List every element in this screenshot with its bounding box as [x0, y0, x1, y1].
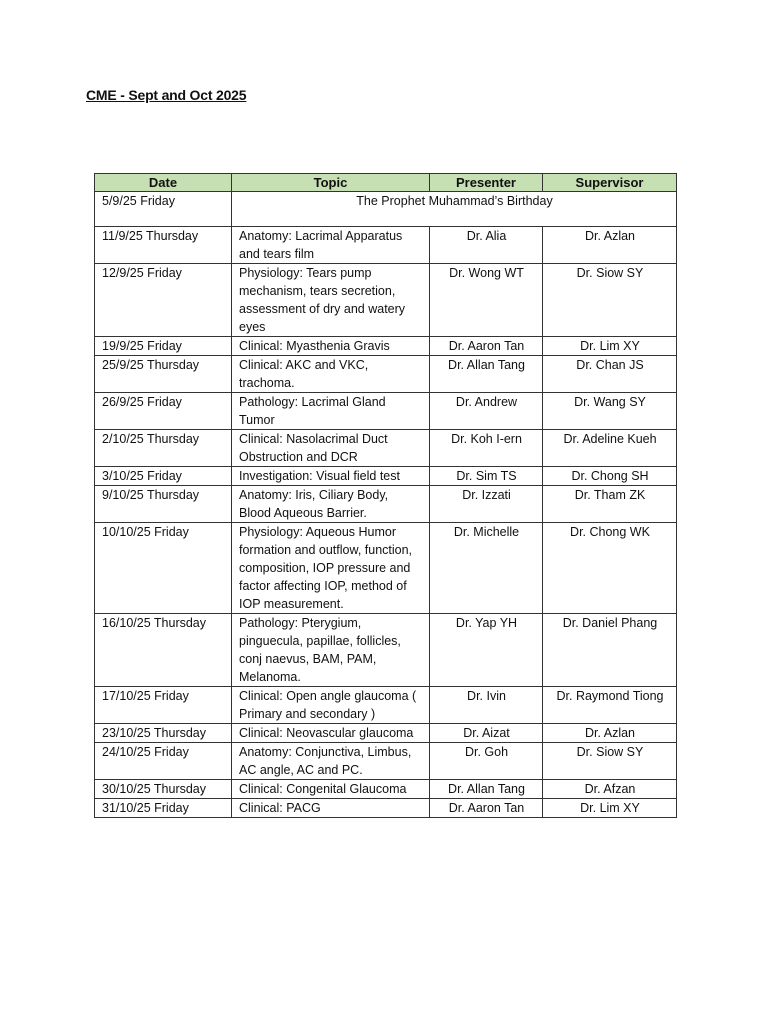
page-title: CME - Sept and Oct 2025 — [86, 87, 247, 103]
supervisor-cell: Dr. Adeline Kueh — [543, 430, 677, 467]
table-row — [95, 393, 677, 430]
topic-cell: Investigation: Visual field test — [232, 467, 430, 486]
table-row — [95, 337, 677, 356]
date-cell: 3/10/25 Friday — [95, 467, 232, 486]
topic-cell: Pathology: Lacrimal Gland Tumor — [232, 393, 430, 430]
date-cell: 26/9/25 Friday — [95, 393, 232, 430]
header-topic: Topic — [232, 174, 430, 192]
supervisor-cell: Dr. Azlan — [543, 227, 677, 264]
holiday-note: The Prophet Muhammad’s Birthday — [232, 192, 677, 227]
topic-cell: Clinical: Neovascular glaucoma — [232, 724, 430, 743]
presenter-cell: Dr. Koh I-ern — [430, 430, 543, 467]
presenter-cell: Dr. Aizat — [430, 724, 543, 743]
presenter-cell: Dr. Michelle — [430, 523, 543, 614]
supervisor-cell: Dr. Lim XY — [543, 337, 677, 356]
date-cell: 9/10/25 Thursday — [95, 486, 232, 523]
supervisor-cell: Dr. Lim XY — [543, 799, 677, 818]
date-cell: 10/10/25 Friday — [95, 523, 232, 614]
presenter-cell: Dr. Aaron Tan — [430, 337, 543, 356]
table-row — [95, 356, 677, 393]
topic-cell: Clinical: Open angle glaucoma ( Primary and secondary ) — [232, 687, 430, 724]
presenter-cell: Dr. Wong WT — [430, 264, 543, 337]
header-supervisor: Supervisor — [543, 174, 677, 192]
table-header-row — [95, 174, 677, 192]
supervisor-cell: Dr. Azlan — [543, 724, 677, 743]
supervisor-cell: Dr. Afzan — [543, 780, 677, 799]
topic-cell: Clinical: Congenital Glaucoma — [232, 780, 430, 799]
topic-cell: Clinical: AKC and VKC, trachoma. — [232, 356, 430, 393]
topic-cell: Physiology: Tears pump mechanism, tears secretion, assessment of dry and watery eyes — [232, 264, 430, 337]
presenter-cell: Dr. Sim TS — [430, 467, 543, 486]
supervisor-cell: Dr. Daniel Phang — [543, 614, 677, 687]
topic-cell: Anatomy: Conjunctiva, Limbus, AC angle, AC and PC. — [232, 743, 430, 780]
presenter-cell: Dr. Alia — [430, 227, 543, 264]
date-cell: 11/9/25 Thursday — [95, 227, 232, 264]
table-row — [95, 430, 677, 467]
supervisor-cell: Dr. Chan JS — [543, 356, 677, 393]
table-row — [95, 743, 677, 780]
date-cell: 2/10/25 Thursday — [95, 430, 232, 467]
date-cell: 12/9/25 Friday — [95, 264, 232, 337]
supervisor-cell: Dr. Siow SY — [543, 264, 677, 337]
supervisor-cell: Dr. Chong WK — [543, 523, 677, 614]
presenter-cell: Dr. Izzati — [430, 486, 543, 523]
header-presenter: Presenter — [430, 174, 543, 192]
table-row — [95, 687, 677, 724]
topic-cell: Physiology: Aqueous Humor formation and outflow, function, composition, IOP pressure and factor affecting IOP, method of IOP measurement. — [232, 523, 430, 614]
table-row — [95, 467, 677, 486]
date-cell: 19/9/25 Friday — [95, 337, 232, 356]
date-cell: 17/10/25 Friday — [95, 687, 232, 724]
presenter-cell: Dr. Ivin — [430, 687, 543, 724]
table-row — [95, 724, 677, 743]
presenter-cell: Dr. Allan Tang — [430, 780, 543, 799]
date-cell: 31/10/25 Friday — [95, 799, 232, 818]
holiday-row — [95, 192, 677, 227]
presenter-cell: Dr. Andrew — [430, 393, 543, 430]
table-row — [95, 523, 677, 614]
table-row — [95, 227, 677, 264]
table-row — [95, 614, 677, 687]
table-row — [95, 486, 677, 523]
cme-schedule-table — [94, 173, 677, 818]
supervisor-cell: Dr. Wang SY — [543, 393, 677, 430]
supervisor-cell: Dr. Chong SH — [543, 467, 677, 486]
date-cell: 30/10/25 Thursday — [95, 780, 232, 799]
topic-cell: Clinical: Nasolacrimal Duct Obstruction and DCR — [232, 430, 430, 467]
supervisor-cell: Dr. Tham ZK — [543, 486, 677, 523]
supervisor-cell: Dr. Siow SY — [543, 743, 677, 780]
date-cell: 5/9/25 Friday — [95, 192, 232, 227]
presenter-cell: Dr. Allan Tang — [430, 356, 543, 393]
topic-cell: Clinical: Myasthenia Gravis — [232, 337, 430, 356]
topic-cell: Pathology: Pterygium, pinguecula, papillae, follicles, conj naevus, BAM, PAM, Melanoma. — [232, 614, 430, 687]
date-cell: 24/10/25 Friday — [95, 743, 232, 780]
topic-cell: Clinical: PACG — [232, 799, 430, 818]
presenter-cell: Dr. Goh — [430, 743, 543, 780]
presenter-cell: Dr. Yap YH — [430, 614, 543, 687]
topic-cell: Anatomy: Iris, Ciliary Body, Blood Aqueous Barrier. — [232, 486, 430, 523]
date-cell: 23/10/25 Thursday — [95, 724, 232, 743]
date-cell: 16/10/25 Thursday — [95, 614, 232, 687]
date-cell: 25/9/25 Thursday — [95, 356, 232, 393]
presenter-cell: Dr. Aaron Tan — [430, 799, 543, 818]
topic-cell: Anatomy: Lacrimal Apparatus and tears film — [232, 227, 430, 264]
header-date: Date — [95, 174, 232, 192]
table-row — [95, 780, 677, 799]
table-row — [95, 799, 677, 818]
table-row — [95, 264, 677, 337]
supervisor-cell: Dr. Raymond Tiong — [543, 687, 677, 724]
